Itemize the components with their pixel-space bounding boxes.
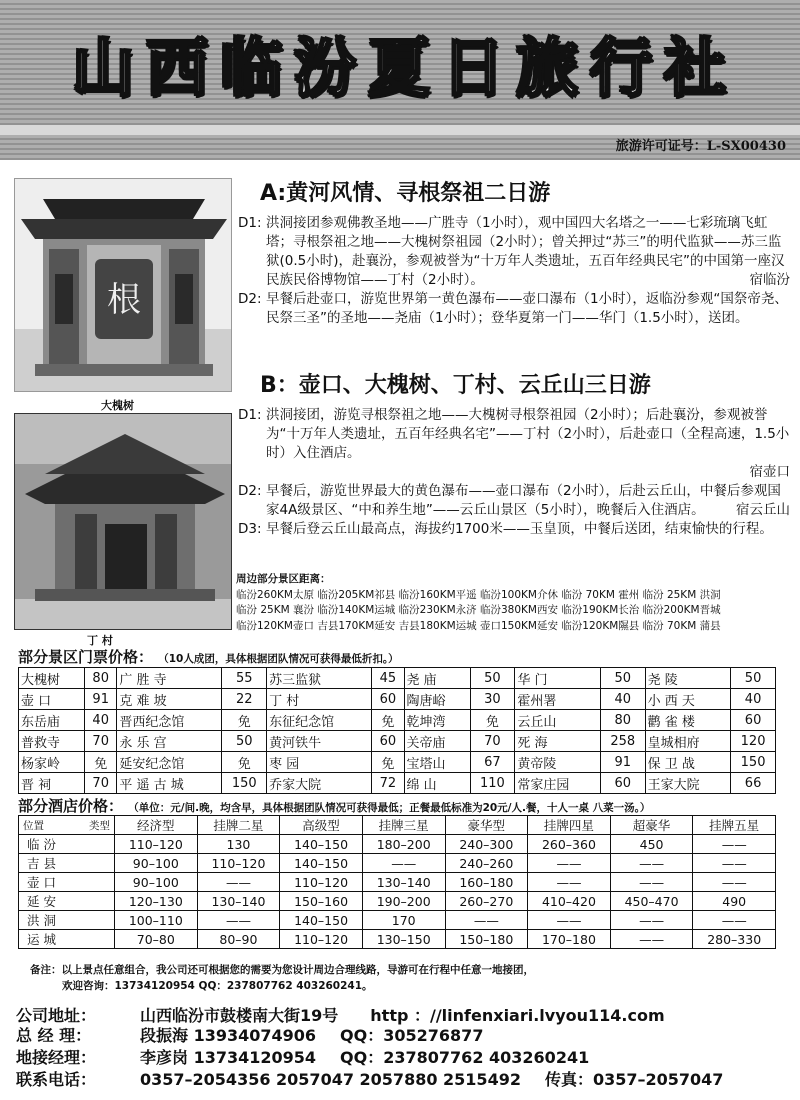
ticket-site: 宝塔山 — [404, 752, 470, 773]
tickets-table — [18, 667, 776, 794]
address: 山西临汾市鼓楼南大街19号 — [140, 1006, 339, 1025]
ticket-price: 免 — [372, 752, 404, 773]
archway-illustration — [15, 179, 232, 392]
tickets-heading — [18, 646, 399, 667]
ticket-price: 70 — [85, 731, 117, 752]
ticket-price: 60 — [372, 689, 404, 710]
remarks-line2: 欢迎咨询：13734120954 QQ：237807762 403260241。 — [62, 980, 373, 992]
ticket-site: 黄河铁牛 — [267, 731, 372, 752]
ticket-price: 免 — [372, 710, 404, 731]
hotel-city: 洪 洞 — [19, 911, 115, 930]
ticket-site: 华 门 — [515, 668, 601, 689]
phone-label: 联系电话： — [16, 1070, 97, 1089]
hotel-price: 260–270 — [445, 892, 528, 911]
hotel-price: 130–140 — [197, 892, 280, 911]
distance-line: 临汾260KM太原 临汾205KM祁县 临汾160KM平遥 临汾100KM介休 临汾 70KM 霍州 临汾 25KM 洪洞 — [236, 588, 721, 601]
ticket-row — [19, 668, 776, 689]
ticket-price: 免 — [85, 752, 117, 773]
distance-line: 临汾120KM壶口 吉县170KM延安 吉县180KM运城 壶口150KM延安 临汾120KM隰县 临汾 70KM 蒲县 — [236, 619, 721, 632]
ticket-site: 保 卫 战 — [645, 752, 731, 773]
ticket-site: 乔家大院 — [267, 773, 372, 794]
hotels-title: 部分酒店价格： — [18, 797, 124, 815]
ticket-site: 永 乐 宫 — [117, 731, 222, 752]
hotel-price: —— — [528, 911, 611, 930]
ticket-row — [19, 773, 776, 794]
photo-dingcun — [14, 413, 232, 630]
hotel-city: 壶 口 — [19, 873, 115, 892]
hotel-price: 110–120 — [115, 835, 198, 854]
distances-block — [236, 572, 794, 634]
ticket-site: 绵 山 — [404, 773, 470, 794]
manager: 段振海 13934074906 — [140, 1026, 317, 1045]
agency-title: 山西临汾夏日旅行社 — [71, 31, 738, 104]
ticket-site: 黄帝陵 — [515, 752, 601, 773]
ticket-site: 鹳 雀 楼 — [645, 710, 731, 731]
day-label: D2: — [238, 291, 262, 307]
day-label: D1: — [238, 215, 262, 231]
photo2-caption: 丁 村 — [87, 634, 113, 647]
ticket-site: 王家大院 — [645, 773, 731, 794]
hotel-price: 280–330 — [693, 930, 776, 949]
ticket-price: 91 — [85, 689, 117, 710]
hotel-type-header: 经济型 — [115, 816, 198, 835]
photo-dahuaishu — [14, 178, 232, 392]
hotel-price: —— — [445, 911, 528, 930]
address-label: 公司地址： — [16, 1006, 97, 1025]
hotel-price: 170–180 — [528, 930, 611, 949]
ticket-site: 晋西纪念馆 — [117, 710, 222, 731]
ticket-price: 120 — [731, 731, 776, 752]
ticket-site: 皇城相府 — [645, 731, 731, 752]
hotel-price: —— — [693, 873, 776, 892]
hotel-city: 吉 县 — [19, 854, 115, 873]
ticket-price: 150 — [731, 752, 776, 773]
ticket-site: 延安纪念馆 — [117, 752, 222, 773]
header-band — [0, 125, 800, 135]
ticket-row — [19, 731, 776, 752]
contact-manager-row — [16, 1023, 497, 1046]
day-stay: 宿壶口 — [749, 464, 790, 480]
plaque-char: 根 — [107, 280, 141, 320]
hotel-price: —— — [610, 930, 693, 949]
hotel-price: —— — [197, 911, 280, 930]
hotel-price: 120–130 — [115, 892, 198, 911]
hotel-price: 490 — [693, 892, 776, 911]
hotel-price: —— — [693, 835, 776, 854]
ticket-price: 91 — [600, 752, 645, 773]
hotel-price: 260–360 — [528, 835, 611, 854]
hotel-row — [19, 835, 776, 854]
ticket-price: 22 — [222, 689, 267, 710]
hotel-price: 100–110 — [115, 911, 198, 930]
ticket-site: 普救寺 — [19, 731, 85, 752]
hotel-price: 160–180 — [445, 873, 528, 892]
ticket-price: 免 — [222, 752, 267, 773]
license-number: 旅游许可证号：L-SX00430 — [615, 139, 786, 154]
manager-qq: QQ：305276877 — [340, 1026, 484, 1045]
ticket-site: 关帝庙 — [404, 731, 470, 752]
day-text: 早餐后，游览世界最大的黄色瀑布——壶口瀑布（2小时），后赴云丘山，中餐后参观国家4A级景区、“中和养生地”——云丘山景区（5小时），晚餐后入住酒店。 — [266, 483, 781, 518]
ticket-price: 258 — [600, 731, 645, 752]
photo1-caption: 大槐树 — [101, 399, 134, 412]
ticket-row — [19, 710, 776, 731]
ticket-site: 枣 园 — [267, 752, 372, 773]
hotel-price: 90–100 — [115, 854, 198, 873]
tour-b-title: B：壶口、大槐树、丁村、云丘山三日游 — [260, 373, 651, 398]
ticket-site: 尧 陵 — [645, 668, 731, 689]
day-text: 洪洞接团，游览寻根祭祖之地——大槐树寻根祭祖园（2小时）；后赴襄汾，参观被誉为“十万年人类遗址，五百年经典名宅”——丁村（2小时），后赴壶口（全程高速，1.5小时）入住酒店。 — [266, 407, 790, 461]
ticket-price: 70 — [85, 773, 117, 794]
hotel-price: —— — [362, 854, 445, 873]
hotel-price: 150–160 — [280, 892, 363, 911]
day-stay: 宿临汾 — [749, 272, 790, 288]
guide-label: 地接经理： — [16, 1048, 97, 1067]
hotel-row — [19, 854, 776, 873]
day-text: 早餐后登云丘山最高点，海拔约1700米——玉皇顶，中餐后送团，结束愉快的行程。 — [266, 521, 773, 537]
ticket-site: 东征纪念馆 — [267, 710, 372, 731]
ticket-price: 免 — [470, 710, 515, 731]
ticket-site: 陶唐峪 — [404, 689, 470, 710]
ticket-site: 乾坤湾 — [404, 710, 470, 731]
hotel-type-header: 超豪华 — [610, 816, 693, 835]
tour-b-day1 — [238, 406, 790, 482]
ticket-price: 55 — [222, 668, 267, 689]
hotel-row — [19, 873, 776, 892]
hotel-price: 140–150 — [280, 835, 363, 854]
hotel-price: —— — [693, 854, 776, 873]
day-text: 早餐后赴壶口，游览世界第一黄色瀑布——壶口瀑布（1小时），返临汾参观“国祭帝尧、民祭三圣”的圣地——尧庙（1小时）；登华夏第一门——华门（1.5小时），送团。 — [266, 291, 788, 326]
ticket-site: 广 胜 寺 — [117, 668, 222, 689]
hotel-price: 110–120 — [280, 930, 363, 949]
hotel-city: 临 汾 — [19, 835, 115, 854]
ticket-price: 50 — [222, 731, 267, 752]
hotels-table — [18, 815, 776, 949]
ticket-price: 免 — [222, 710, 267, 731]
ticket-site: 杨家岭 — [19, 752, 85, 773]
hotel-price: 190–200 — [362, 892, 445, 911]
guide-qq: QQ：237807762 403260241 — [340, 1048, 590, 1067]
ticket-site: 苏三监狱 — [267, 668, 372, 689]
hotel-price: —— — [610, 873, 693, 892]
ticket-price: 80 — [85, 668, 117, 689]
ticket-site: 小 西 天 — [645, 689, 731, 710]
tour-a-day1 — [238, 214, 790, 290]
ticket-price: 50 — [731, 668, 776, 689]
ticket-site: 壶 口 — [19, 689, 85, 710]
header-type: 类型 — [89, 819, 110, 832]
hotel-price: 410–420 — [528, 892, 611, 911]
hotel-type-header: 豪华型 — [445, 816, 528, 835]
ticket-price: 60 — [600, 773, 645, 794]
guide: 李彦岗 13734120954 — [140, 1048, 317, 1067]
hotel-city: 运 城 — [19, 930, 115, 949]
ticket-price: 110 — [470, 773, 515, 794]
hotel-price: 130 — [197, 835, 280, 854]
hotel-row — [19, 892, 776, 911]
fax: 传真：0357–2057047 — [544, 1070, 724, 1089]
tour-b-itinerary — [238, 406, 790, 539]
ticket-price: 70 — [470, 731, 515, 752]
hotel-price: —— — [197, 873, 280, 892]
ticket-site: 霍州署 — [515, 689, 601, 710]
hotel-price: 130–140 — [362, 873, 445, 892]
ticket-site: 东岳庙 — [19, 710, 85, 731]
hotel-type-header: 挂牌三星 — [362, 816, 445, 835]
hotel-price: 110–120 — [280, 873, 363, 892]
day-text: 洪洞接团参观佛教圣地——广胜寺（1小时），观中国四大名塔之一——七彩琉璃飞虹塔；寻根祭祖之地——大槐树祭祖园（2小时）；曾关押过“苏三”的明代监狱——苏三监狱(0.5小时)，赴襄汾，参观被誉为“十万年人类遗址，五百年经典民宅”的中国第一座汉民族民俗博物馆——丁村（2小时）。 — [266, 215, 785, 288]
hotel-price: 170 — [362, 911, 445, 930]
ticket-price: 40 — [731, 689, 776, 710]
hotel-price: 450–470 — [610, 892, 693, 911]
remarks — [30, 962, 790, 994]
tour-a-day2 — [238, 290, 790, 328]
tickets-note: （10人成团，具体根据团队情况可获得最低折扣。） — [158, 653, 399, 665]
hotel-row — [19, 911, 776, 930]
ticket-price: 50 — [470, 668, 515, 689]
ticket-price: 67 — [470, 752, 515, 773]
day-label: D2: — [238, 483, 262, 499]
header-location: 位置 — [23, 819, 44, 832]
ticket-row — [19, 689, 776, 710]
phones: 0357–2054356 2057047 2057880 2515492 — [140, 1070, 521, 1089]
hotel-city: 延 安 — [19, 892, 115, 911]
ticket-price: 30 — [470, 689, 515, 710]
tour-b-day3 — [238, 520, 790, 539]
hotel-price: 450 — [610, 835, 693, 854]
hotel-price: 140–150 — [280, 854, 363, 873]
hotel-price: 70–80 — [115, 930, 198, 949]
hotel-type-header: 挂牌二星 — [197, 816, 280, 835]
distances-heading: 周边部分景区距离： — [236, 573, 331, 585]
pavilion-illustration — [15, 414, 232, 630]
remarks-line1: 备注：以上景点任意组合，我公司还可根据您的需要为您设计周边合理线路，导游可在行程中任意一地接团， — [30, 964, 534, 976]
hotel-price: 130–150 — [362, 930, 445, 949]
ticket-site: 克 难 坡 — [117, 689, 222, 710]
ticket-price: 150 — [222, 773, 267, 794]
hotel-price: —— — [610, 854, 693, 873]
hotel-price: 140–150 — [280, 911, 363, 930]
tour-a-itinerary — [238, 214, 790, 328]
day-stay: 宿云丘山 — [736, 502, 790, 518]
contact-phone-row — [16, 1067, 737, 1090]
tickets-title: 部分景区门票价格： — [18, 648, 154, 666]
ticket-site: 大槐树 — [19, 668, 85, 689]
ticket-site: 云丘山 — [515, 710, 601, 731]
website-link[interactable]: http ：//linfenxiari.lvyou114.com — [370, 1006, 665, 1025]
day-label: D1: — [238, 407, 262, 423]
ticket-site: 死 海 — [515, 731, 601, 752]
hotels-heading — [18, 795, 650, 816]
ticket-price: 72 — [372, 773, 404, 794]
manager-label: 总 经 理： — [16, 1026, 92, 1045]
hotel-type-header: 挂牌四星 — [528, 816, 611, 835]
hotel-price: —— — [528, 854, 611, 873]
hotel-price: —— — [528, 873, 611, 892]
tour-a-title: A:黄河风情、寻根祭祖二日游 — [260, 181, 551, 206]
contact-guide-row — [16, 1045, 603, 1068]
ticket-site: 平 遥 古 城 — [117, 773, 222, 794]
day-label: D3: — [238, 521, 262, 537]
hotel-row — [19, 930, 776, 949]
ticket-site: 丁 村 — [267, 689, 372, 710]
hotels-note: （单位：元/间.晚，均含早，具体根据团队情况可获得最低；正餐最低标准为20元/人.餐，十人一桌 八菜一汤。） — [128, 802, 651, 814]
hotel-type-header: 挂牌五星 — [693, 816, 776, 835]
ticket-price: 45 — [372, 668, 404, 689]
hotel-price: 90–100 — [115, 873, 198, 892]
tour-b-day2 — [238, 482, 790, 520]
hotel-price: 80–90 — [197, 930, 280, 949]
hotel-price: 150–180 — [445, 930, 528, 949]
ticket-price: 60 — [731, 710, 776, 731]
hotel-price: 180–200 — [362, 835, 445, 854]
hotel-price: —— — [610, 911, 693, 930]
hotel-type-header: 高级型 — [280, 816, 363, 835]
ticket-price: 50 — [600, 668, 645, 689]
ticket-price: 60 — [372, 731, 404, 752]
hotel-price: 240–300 — [445, 835, 528, 854]
ticket-price: 40 — [85, 710, 117, 731]
ticket-site: 晋 祠 — [19, 773, 85, 794]
hotel-price: —— — [693, 911, 776, 930]
hotel-price: 240–260 — [445, 854, 528, 873]
distance-line: 临汾 25KM 襄汾 临汾140KM运城 临汾230KM永济 临汾380KM西安 临汾190KM长治 临汾200KM晋城 — [236, 604, 721, 616]
ticket-price: 80 — [600, 710, 645, 731]
ticket-row — [19, 752, 776, 773]
ticket-site: 尧 庙 — [404, 668, 470, 689]
ticket-site: 常家庄园 — [515, 773, 601, 794]
hotel-price: 110–120 — [197, 854, 280, 873]
hotels-corner-header — [19, 816, 115, 835]
ticket-price: 66 — [731, 773, 776, 794]
ticket-price: 40 — [600, 689, 645, 710]
